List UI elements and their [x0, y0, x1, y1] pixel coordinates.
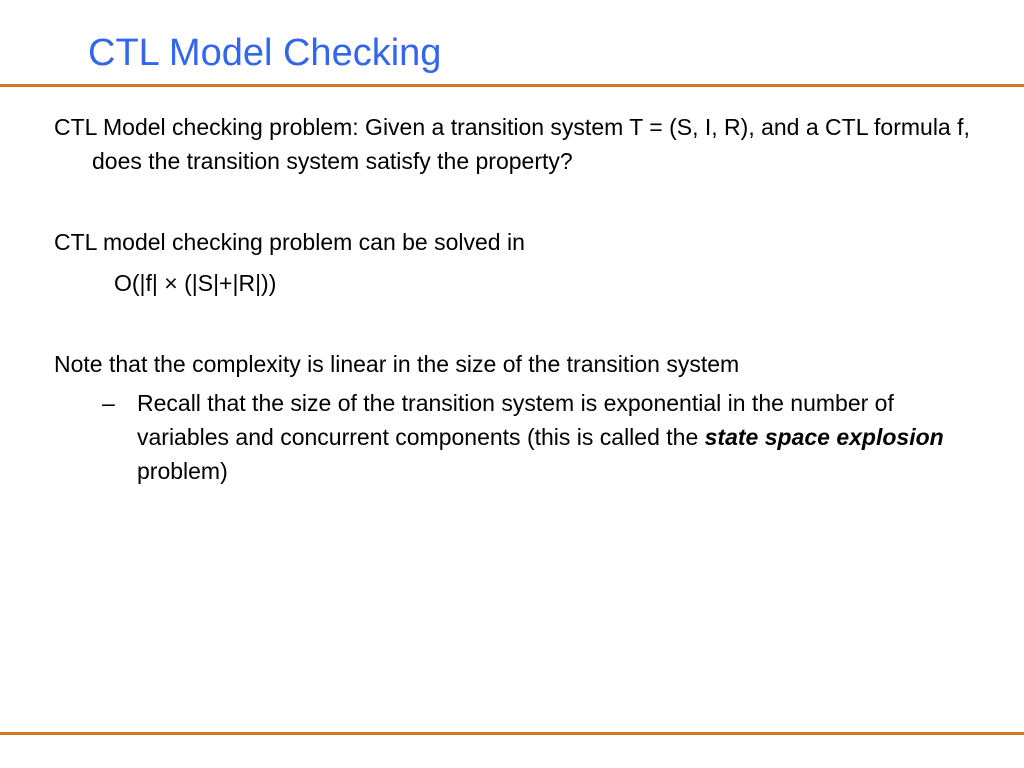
sub-bullet-text-after: problem)	[137, 458, 228, 484]
footer-divider	[0, 732, 1024, 735]
slide-title: CTL Model Checking	[88, 32, 442, 74]
paragraph-problem-statement: CTL Model checking problem: Given a transition system T = (S, I, R), and a CTL formula f, does the transition system satisfy the property?	[54, 114, 970, 174]
sub-bullet-text-before: Recall that the size of the transition system is exponential in the number of variables and concurrent components (this is called the	[137, 390, 894, 450]
title-divider	[0, 84, 1024, 87]
complexity-formula: O(|f| × (|S|+|R|))	[114, 270, 277, 296]
spacer	[54, 300, 984, 347]
emphasis-state-space-explosion: state space explosion	[704, 424, 944, 450]
spacer	[54, 178, 984, 225]
paragraph-solvability: CTL model checking problem can be solved in	[54, 229, 525, 255]
sub-bullet-state-explosion	[102, 386, 984, 488]
sub-bullet-text	[137, 386, 984, 488]
slide-body	[54, 110, 984, 488]
dash-bullet: –	[102, 390, 115, 416]
paragraph-linear-note: Note that the complexity is linear in the size of the transition system	[54, 351, 740, 377]
